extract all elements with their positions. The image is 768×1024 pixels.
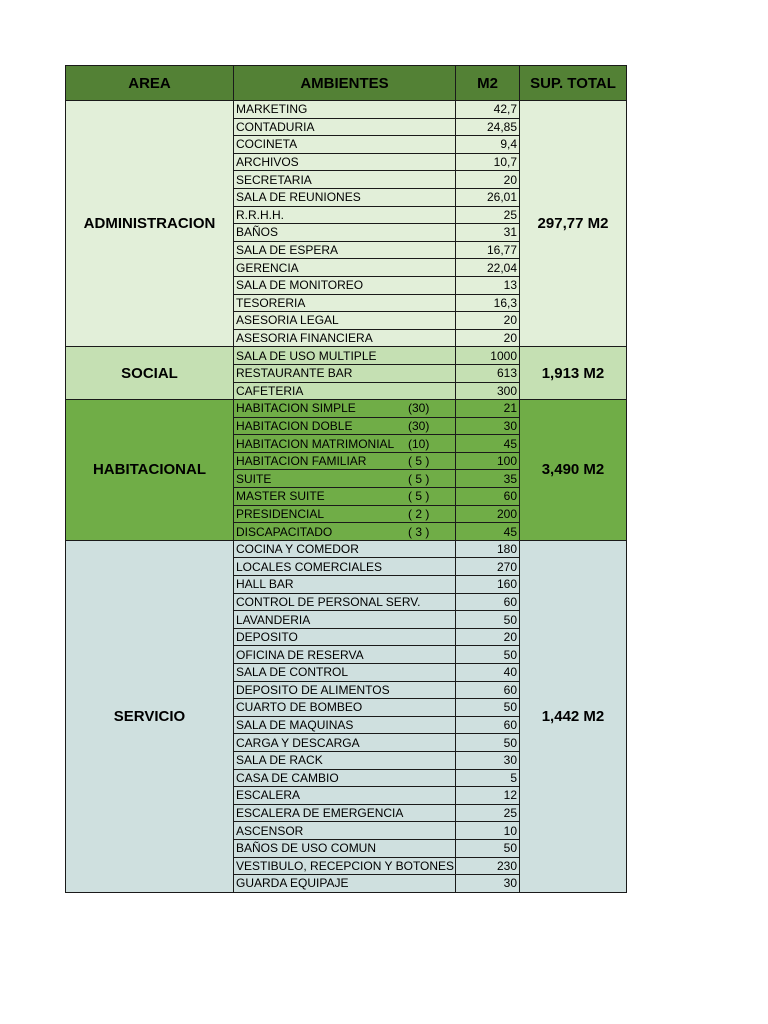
m2-cell: 100 [456, 452, 520, 470]
room-count: ( 2 ) [408, 506, 430, 521]
table-row [66, 347, 627, 365]
ambiente-cell [234, 628, 456, 646]
ambiente-name: GERENCIA [236, 260, 299, 275]
ambiente-name: TESORERIA [236, 295, 306, 310]
ambiente-name: OFICINA DE RESERVA [236, 647, 364, 662]
m2-cell: 50 [456, 611, 520, 629]
ambiente-cell [234, 329, 456, 347]
m2-cell: 31 [456, 224, 520, 242]
ambiente-cell [234, 452, 456, 470]
ambiente-cell [234, 505, 456, 523]
ambiente-cell [234, 751, 456, 769]
header-sup-total: SUP. TOTAL [520, 66, 627, 101]
m2-cell: 20 [456, 329, 520, 347]
ambiente-name: DEPOSITO [236, 630, 298, 645]
ambiente-cell [234, 822, 456, 840]
ambiente-cell [234, 241, 456, 259]
ambiente-name: SALA DE RACK [236, 753, 323, 768]
m2-cell: 1000 [456, 347, 520, 365]
m2-cell: 50 [456, 699, 520, 717]
m2-cell: 45 [456, 435, 520, 453]
ambiente-name: SALA DE REUNIONES [236, 190, 361, 205]
ambiente-cell [234, 681, 456, 699]
m2-cell: 16,77 [456, 241, 520, 259]
total-cell-social: 1,913 M2 [520, 347, 627, 400]
ambiente-name: SALA DE ESPERA [236, 243, 339, 258]
ambiente-cell [234, 470, 456, 488]
ambiente-cell [234, 294, 456, 312]
ambiente-name: BAÑOS DE USO COMUN [236, 841, 377, 856]
m2-cell: 40 [456, 664, 520, 682]
ambiente-cell [234, 347, 456, 365]
m2-cell: 60 [456, 681, 520, 699]
ambiente-name: HABITACION DOBLE [236, 418, 353, 433]
room-count: ( 3 ) [408, 524, 430, 539]
area-cell-social: SOCIAL [66, 347, 234, 400]
m2-cell: 5 [456, 769, 520, 787]
ambiente-name: ESCALERA DE EMERGENCIA [236, 806, 404, 821]
ambiente-name: CAFETERIA [236, 383, 304, 398]
m2-cell: 30 [456, 875, 520, 893]
ambiente-name: ARCHIVOS [236, 155, 299, 170]
area-cell-administracion: ADMINISTRACION [66, 101, 234, 347]
ambiente-name: HALL BAR [236, 577, 294, 592]
ambiente-cell [234, 787, 456, 805]
ambiente-cell [234, 259, 456, 277]
ambiente-name: MASTER SUITE [236, 489, 325, 504]
m2-cell: 50 [456, 839, 520, 857]
m2-cell: 60 [456, 716, 520, 734]
m2-cell: 50 [456, 646, 520, 664]
m2-cell: 25 [456, 804, 520, 822]
ambiente-name: DEPOSITO DE ALIMENTOS [236, 682, 390, 697]
area-table [65, 65, 627, 893]
ambiente-name: BAÑOS [236, 225, 279, 240]
ambiente-name: ASESORIA LEGAL [236, 313, 339, 328]
m2-cell: 26,01 [456, 188, 520, 206]
ambiente-cell [234, 435, 456, 453]
room-count: (30) [408, 418, 430, 433]
m2-cell: 21 [456, 400, 520, 418]
m2-cell: 50 [456, 734, 520, 752]
ambiente-name: COCINETA [236, 137, 298, 152]
ambiente-cell [234, 136, 456, 154]
ambiente-name: HABITACION MATRIMONIAL [236, 436, 395, 451]
m2-cell: 200 [456, 505, 520, 523]
ambiente-name: LOCALES COMERCIALES [236, 559, 383, 574]
m2-cell: 160 [456, 576, 520, 594]
m2-cell: 22,04 [456, 259, 520, 277]
total-cell-habitacional: 3,490 M2 [520, 400, 627, 541]
ambiente-cell [234, 576, 456, 594]
ambiente-name: SALA DE MAQUINAS [236, 718, 354, 733]
area-summary-sheet [65, 65, 626, 893]
total-cell-servicio: 1,442 M2 [520, 540, 627, 892]
area-cell-habitacional: HABITACIONAL [66, 400, 234, 541]
ambiente-cell [234, 188, 456, 206]
ambiente-name: ESCALERA [236, 788, 301, 803]
ambiente-cell [234, 646, 456, 664]
table-row [66, 540, 627, 558]
ambiente-cell [234, 276, 456, 294]
ambiente-cell [234, 540, 456, 558]
header-row [66, 66, 627, 101]
ambiente-name: ASESORIA FINANCIERA [236, 331, 373, 346]
ambiente-cell [234, 523, 456, 541]
ambiente-name: CUARTO DE BOMBEO [236, 700, 363, 715]
area-cell-servicio: SERVICIO [66, 540, 234, 892]
ambiente-name: R.R.H.H. [236, 207, 284, 222]
m2-cell: 10 [456, 822, 520, 840]
ambiente-name: CONTROL DE PERSONAL SERV. [236, 594, 421, 609]
room-count: ( 5 ) [408, 489, 430, 504]
ambiente-name: SALA DE MONITOREO [236, 278, 364, 293]
ambiente-name: HABITACION SIMPLE [236, 401, 356, 416]
ambiente-name: VESTIBULO, RECEPCION Y BOTONES [236, 858, 455, 873]
m2-cell: 12 [456, 787, 520, 805]
ambiente-name: SALA DE USO MULTIPLE [236, 348, 377, 363]
ambiente-cell [234, 417, 456, 435]
ambiente-name: PRESIDENCIAL [236, 506, 325, 521]
ambiente-cell [234, 118, 456, 136]
ambiente-cell [234, 593, 456, 611]
ambiente-cell [234, 312, 456, 330]
ambiente-name: LAVANDERIA [236, 612, 311, 627]
table-header [66, 66, 627, 101]
m2-cell: 230 [456, 857, 520, 875]
ambiente-cell [234, 224, 456, 242]
ambiente-cell [234, 558, 456, 576]
header-area: AREA [66, 66, 234, 101]
m2-cell: 25 [456, 206, 520, 224]
ambiente-name: SUITE [236, 471, 272, 486]
total-cell-administracion: 297,77 M2 [520, 101, 627, 347]
m2-cell: 9,4 [456, 136, 520, 154]
ambiente-name: SALA DE CONTROL [236, 665, 349, 680]
ambiente-cell [234, 101, 456, 119]
m2-cell: 270 [456, 558, 520, 576]
ambiente-name: COCINA Y COMEDOR [236, 542, 359, 557]
room-count: ( 5 ) [408, 471, 430, 486]
ambiente-name: CARGA Y DESCARGA [236, 735, 360, 750]
room-count: (30) [408, 401, 430, 416]
m2-cell: 16,3 [456, 294, 520, 312]
ambiente-name: MARKETING [236, 102, 308, 117]
ambiente-cell [234, 206, 456, 224]
header-m2: M2 [456, 66, 520, 101]
ambiente-name: ASCENSOR [236, 823, 304, 838]
ambiente-name: SECRETARIA [236, 172, 312, 187]
m2-cell: 20 [456, 171, 520, 189]
table-body [66, 101, 627, 893]
ambiente-cell [234, 364, 456, 382]
m2-cell: 13 [456, 276, 520, 294]
ambiente-cell [234, 716, 456, 734]
room-count: (10) [408, 436, 430, 451]
table-row [66, 400, 627, 418]
ambiente-name: DISCAPACITADO [236, 524, 333, 539]
m2-cell: 180 [456, 540, 520, 558]
m2-cell: 42,7 [456, 101, 520, 119]
ambiente-name: CONTADURIA [236, 119, 315, 134]
m2-cell: 24,85 [456, 118, 520, 136]
m2-cell: 35 [456, 470, 520, 488]
m2-cell: 30 [456, 417, 520, 435]
ambiente-name: CASA DE CAMBIO [236, 770, 339, 785]
ambiente-cell [234, 804, 456, 822]
ambiente-cell [234, 382, 456, 400]
ambiente-cell [234, 171, 456, 189]
ambiente-name: RESTAURANTE BAR [236, 366, 353, 381]
header-ambientes: AMBIENTES [234, 66, 456, 101]
m2-cell: 30 [456, 751, 520, 769]
m2-cell: 60 [456, 488, 520, 506]
ambiente-cell [234, 400, 456, 418]
ambiente-cell [234, 839, 456, 857]
ambiente-cell [234, 769, 456, 787]
m2-cell: 45 [456, 523, 520, 541]
m2-cell: 10,7 [456, 153, 520, 171]
ambiente-cell [234, 875, 456, 893]
ambiente-cell [234, 699, 456, 717]
ambiente-cell [234, 611, 456, 629]
m2-cell: 20 [456, 312, 520, 330]
ambiente-cell [234, 488, 456, 506]
ambiente-name: GUARDA EQUIPAJE [236, 876, 349, 891]
m2-cell: 60 [456, 593, 520, 611]
ambiente-cell [234, 857, 456, 875]
room-count: ( 5 ) [408, 454, 430, 469]
ambiente-cell [234, 153, 456, 171]
ambiente-name: HABITACION FAMILIAR [236, 454, 367, 469]
m2-cell: 613 [456, 364, 520, 382]
ambiente-cell [234, 664, 456, 682]
m2-cell: 300 [456, 382, 520, 400]
table-row [66, 101, 627, 119]
m2-cell: 20 [456, 628, 520, 646]
ambiente-cell [234, 734, 456, 752]
